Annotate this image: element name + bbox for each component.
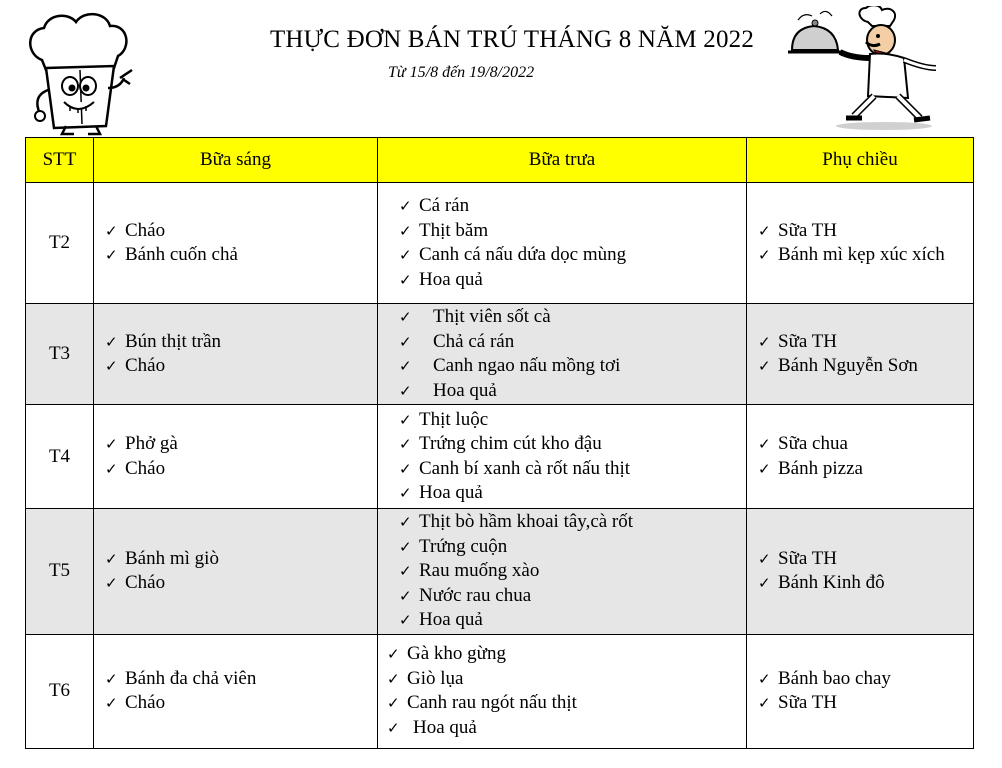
column-header-breakfast: Bữa sáng bbox=[94, 138, 378, 183]
menu-item: ✓ Cháo bbox=[105, 354, 376, 379]
check-icon: ✓ bbox=[399, 381, 412, 400]
lunch-cell bbox=[378, 405, 747, 509]
check-icon: ✓ bbox=[387, 645, 400, 663]
menu-item: ✓ Cháo bbox=[105, 457, 376, 482]
check-icon: ✓ bbox=[758, 669, 771, 688]
afternoon-cell bbox=[747, 634, 974, 748]
menu-item: ✓ Thịt viên sốt cà bbox=[399, 305, 745, 330]
table-row bbox=[26, 509, 974, 635]
day-cell: T5 bbox=[26, 509, 94, 635]
menu-item: ✓ Cháo bbox=[105, 691, 376, 716]
check-icon: ✓ bbox=[399, 435, 412, 453]
table-row bbox=[26, 634, 974, 748]
column-header-lunch: Bữa trưa bbox=[378, 138, 747, 183]
check-icon: ✓ bbox=[758, 549, 771, 568]
menu-item: ✓ Hoa quả bbox=[399, 481, 745, 506]
lunch-cell bbox=[378, 509, 747, 635]
check-icon: ✓ bbox=[399, 611, 412, 629]
check-icon: ✓ bbox=[399, 246, 412, 264]
check-icon: ✓ bbox=[758, 221, 771, 240]
menu-item: ✓ Bánh pizza bbox=[758, 457, 972, 482]
afternoon-cell bbox=[747, 183, 974, 304]
menu-item: ✓ Sữa chua bbox=[758, 432, 972, 457]
menu-item: ✓ Thịt luộc bbox=[399, 408, 745, 433]
day-cell: T2 bbox=[26, 183, 94, 304]
check-icon: ✓ bbox=[399, 586, 412, 605]
menu-item: ✓ Bánh mì kẹp xúc xích bbox=[758, 243, 972, 268]
menu-item: ✓ Cá rán bbox=[399, 194, 745, 219]
menu-item: ✓ Hoa quả bbox=[387, 716, 745, 741]
check-icon: ✓ bbox=[387, 694, 400, 712]
menu-item: ✓ Cháo bbox=[105, 571, 376, 596]
check-icon: ✓ bbox=[105, 246, 118, 264]
check-icon: ✓ bbox=[105, 459, 118, 478]
check-icon: ✓ bbox=[758, 357, 771, 375]
table-row bbox=[26, 304, 974, 405]
check-icon: ✓ bbox=[105, 549, 118, 568]
check-icon: ✓ bbox=[105, 574, 118, 593]
menu-item: ✓ Bún thịt trần bbox=[105, 330, 376, 355]
menu-item: ✓ Canh ngao nấu mồng tơi bbox=[399, 354, 745, 379]
menu-item: ✓ Rau muống xào bbox=[399, 559, 745, 584]
header-row bbox=[26, 138, 974, 183]
check-icon: ✓ bbox=[399, 484, 412, 502]
menu-item: ✓ Bánh đa chả viên bbox=[105, 667, 376, 692]
check-icon: ✓ bbox=[399, 308, 412, 326]
table-row bbox=[26, 405, 974, 509]
lunch-cell bbox=[378, 183, 747, 304]
check-icon: ✓ bbox=[399, 513, 412, 531]
menu-item: ✓ Hoa quả bbox=[399, 608, 745, 633]
check-icon: ✓ bbox=[399, 562, 412, 580]
menu-item: ✓ Canh bí xanh cà rốt nấu thịt bbox=[399, 457, 745, 482]
table-row bbox=[26, 183, 974, 304]
menu-item: ✓ Gà kho gừng bbox=[387, 642, 745, 667]
check-icon: ✓ bbox=[105, 221, 118, 240]
menu-item: ✓ Chả cá rán bbox=[399, 330, 745, 355]
menu-item: ✓ Bánh Nguyễn Sơn bbox=[758, 354, 972, 379]
menu-item: ✓ Cháo bbox=[105, 219, 376, 244]
afternoon-cell bbox=[747, 405, 974, 509]
menu-item: ✓ Thịt bò hầm khoai tây,cà rốt bbox=[399, 510, 745, 535]
lunch-cell bbox=[378, 304, 747, 405]
breakfast-cell bbox=[94, 634, 378, 748]
check-icon: ✓ bbox=[105, 357, 118, 375]
menu-item: ✓ Canh rau ngót nấu thịt bbox=[387, 691, 745, 716]
check-icon: ✓ bbox=[758, 246, 771, 264]
menu-item: ✓ Giò lụa bbox=[387, 667, 745, 692]
day-cell: T3 bbox=[26, 304, 94, 405]
breakfast-cell bbox=[94, 405, 378, 509]
check-icon: ✓ bbox=[387, 669, 400, 688]
check-icon: ✓ bbox=[399, 197, 412, 215]
page-title: THỰC ĐƠN BÁN TRÚ THÁNG 8 NĂM 2022 bbox=[269, 26, 755, 53]
menu-item: ✓ Nước rau chua bbox=[399, 584, 745, 609]
menu-table bbox=[25, 137, 974, 749]
day-cell: T4 bbox=[26, 405, 94, 509]
menu-item: ✓ Thịt băm bbox=[399, 219, 745, 244]
check-icon: ✓ bbox=[399, 221, 412, 240]
check-icon: ✓ bbox=[399, 410, 412, 429]
date-range: Từ 15/8 đến 19/8/2022 bbox=[388, 64, 535, 81]
check-icon: ✓ bbox=[758, 694, 771, 712]
check-icon: ✓ bbox=[399, 270, 412, 289]
check-icon: ✓ bbox=[399, 459, 412, 478]
menu-item: ✓ Trứng chim cút kho đậu bbox=[399, 432, 745, 457]
afternoon-cell bbox=[747, 509, 974, 635]
menu-item: ✓ Bánh mì giò bbox=[105, 547, 376, 572]
check-icon: ✓ bbox=[758, 574, 771, 593]
breakfast-cell bbox=[94, 509, 378, 635]
menu-item: ✓ Phở gà bbox=[105, 432, 376, 457]
column-header-afternoon: Phụ chiều bbox=[747, 138, 974, 183]
check-icon: ✓ bbox=[105, 435, 118, 453]
check-icon: ✓ bbox=[758, 459, 771, 478]
menu-item: ✓ Sữa TH bbox=[758, 219, 972, 244]
menu-item: ✓ Hoa quả bbox=[399, 379, 745, 404]
menu-item: ✓ Sữa TH bbox=[758, 330, 972, 355]
check-icon: ✓ bbox=[387, 718, 400, 737]
day-cell: T6 bbox=[26, 634, 94, 748]
chef-carrying-tray-icon bbox=[786, 6, 944, 132]
menu-item: ✓ Bánh bao chay bbox=[758, 667, 972, 692]
check-icon: ✓ bbox=[105, 332, 118, 351]
menu-item: ✓ Canh cá nấu dứa dọc mùng bbox=[399, 243, 745, 268]
check-icon: ✓ bbox=[399, 332, 412, 351]
check-icon: ✓ bbox=[399, 537, 412, 556]
breakfast-cell bbox=[94, 183, 378, 304]
check-icon: ✓ bbox=[105, 669, 118, 688]
check-icon: ✓ bbox=[105, 694, 118, 712]
menu-item: ✓ Bánh cuốn chả bbox=[105, 243, 376, 268]
breakfast-cell bbox=[94, 304, 378, 405]
menu-item: ✓ Bánh Kinh đô bbox=[758, 571, 972, 596]
menu-item: ✓ Sữa TH bbox=[758, 691, 972, 716]
afternoon-cell bbox=[747, 304, 974, 405]
menu-item: ✓ Trứng cuộn bbox=[399, 535, 745, 560]
column-header-stt: STT bbox=[26, 138, 94, 183]
check-icon: ✓ bbox=[399, 357, 412, 375]
lunch-cell bbox=[378, 634, 747, 748]
check-icon: ✓ bbox=[758, 435, 771, 453]
menu-item: ✓ Hoa quả bbox=[399, 268, 745, 293]
check-icon: ✓ bbox=[758, 332, 771, 351]
menu-item: ✓ Sữa TH bbox=[758, 547, 972, 572]
